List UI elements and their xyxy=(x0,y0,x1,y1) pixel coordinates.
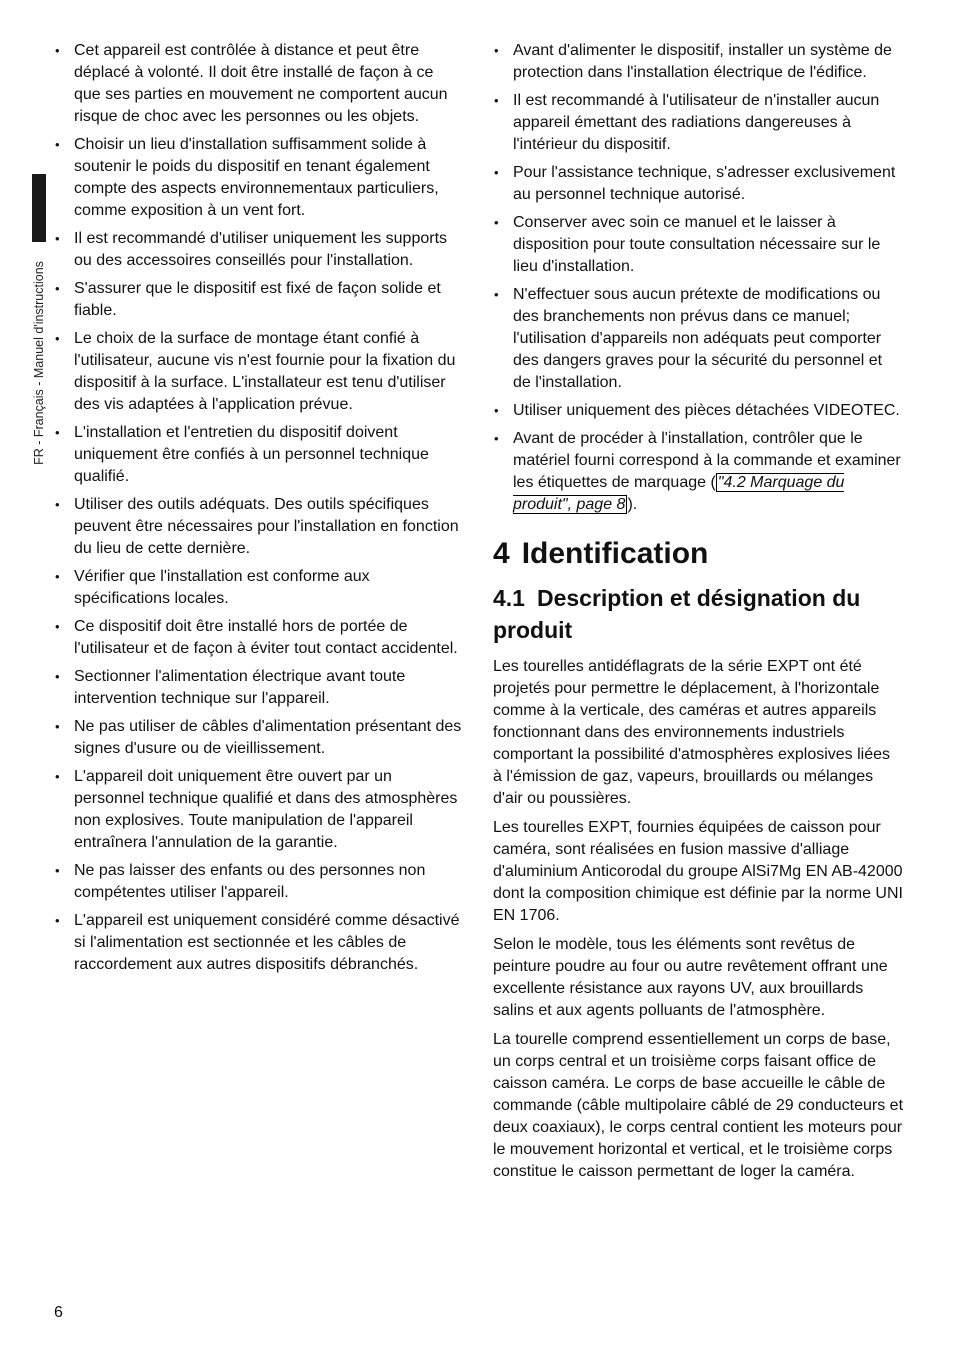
list-item: • Pour l'assistance technique, s'adresser exclusivement au personnel technique autorisé. xyxy=(493,162,903,206)
paragraph: Les tourelles EXPT, fournies équipées de caisson pour caméra, sont réalisées en fusion massive d'alliage d'aluminium Anticorodal du groupe AlSi7Mg EN AB-42000 dont la composition chimique est définie par la norme UNI EN 1706. xyxy=(493,819,903,924)
list-item: • Sectionner l'alimentation électrique avant toute intervention technique sur l'appareil. xyxy=(54,666,464,710)
list-item: • Conserver avec soin ce manuel et le laisser à disposition pour toute consultation nécessaire sur le lieu d'installation. xyxy=(493,212,903,278)
right-column xyxy=(493,40,903,1190)
list-item: • Avant d'alimenter le dispositif, installer un système de protection dans l'installation électrique de l'édifice. xyxy=(493,40,903,84)
list-item: • Utiliser des outils adéquats. Des outils spécifiques peuvent être nécessaires pour l'installation en fonction du lieu de cette dernière. xyxy=(54,494,464,560)
paragraph: Selon le modèle, tous les éléments sont revêtus de peinture poudre au four ou autre revêtement offrant une excellente résistance aux rayons UV, aux brouillards salins et aux agents polluants de l'atmosphère. xyxy=(493,936,888,1019)
list-item: • Le choix de la surface de montage étant confié à l'utilisateur, aucune vis n'est fournie pour la fixation du dispositif à la surface. L'installateur est tenu d'utiliser des vis adaptées à l'application prévue. xyxy=(54,328,464,416)
list-item-suffix: ). xyxy=(627,496,638,513)
body-text xyxy=(493,656,903,1183)
safety-bullet-list-left xyxy=(54,40,464,976)
section-number: 4 xyxy=(493,537,510,570)
page-number: 6 xyxy=(54,1304,63,1321)
list-item: • L'appareil est uniquement considéré comme désactivé si l'alimentation est sectionnée et les câbles de raccordement aux autres dispositifs débranchés. xyxy=(54,910,464,976)
list-item: • S'assurer que le dispositif est fixé de façon solide et fiable. xyxy=(54,278,464,322)
list-item: • Ce dispositif doit être installé hors de portée de l'utilisateur et de façon à éviter tout contact accidentel. xyxy=(54,616,464,660)
list-item: • Il est recommandé à l'utilisateur de n'installer aucun appareil émettant des radiations dangereuses à l'intérieur du dispositif. xyxy=(493,90,903,156)
list-item: • L'installation et l'entretien du dispositif doivent uniquement être confiés à un personnel technique qualifié. xyxy=(54,422,464,488)
list-item: • L'appareil doit uniquement être ouvert par un personnel technique qualifié et dans des atmosphères non explosives. Toute manipulation de l'appareil entraînera l'annulation de la garantie. xyxy=(54,766,464,854)
paragraph: La tourelle comprend essentiellement un corps de base, un corps central et un troisième corps faisant office de caisson caméra. Le corps de base accueille le câble de commande (câble multipolaire câblé de 29 conducteurs et deux coaxiaux), le corps central contient les moteurs pour le mouvement horizontal et vertical, et le troisième corps constitue le caisson permettant de loger la caméra. xyxy=(493,1031,904,1180)
list-item-text: Avant de procéder à l'installation, contrôler que le matériel fourni correspond à la commande et examiner les étiquettes de marquage ( xyxy=(513,430,901,491)
list-item: • Ne pas laisser des enfants ou des personnes non compétentes utiliser l'appareil. xyxy=(54,860,464,904)
list-item: • Ne pas utiliser de câbles d'alimentation présentant des signes d'usure ou de vieillissement. xyxy=(54,716,464,760)
list-item: • Utiliser uniquement des pièces détachées VIDEOTEC. xyxy=(493,400,903,422)
list-item: • Cet appareil est contrôlée à distance et peut être déplacé à volonté. Il doit être installé de façon à ce que ses parties en mouvement ne comportent aucun risque de choc avec les personnes ou les objets. xyxy=(54,40,464,128)
subsection-number: 4.1 xyxy=(493,585,525,611)
list-item: • N'effectuer sous aucun prétexte de modifications ou des branchements non prévus dans ce manuel; l'utilisation d'appareils non adéquats peut comporter des dangers graves pour la sécurité du personnel et de l'installation. xyxy=(493,284,903,394)
list-item: • Vérifier que l'installation est conforme aux spécifications locales. xyxy=(54,566,464,610)
list-item xyxy=(493,428,903,516)
subsection-heading xyxy=(493,582,903,646)
cross-reference-link[interactable]: "4.2 Marquage du produit", page 8 xyxy=(513,474,845,513)
list-item: • Choisir un lieu d'installation suffisamment solide à soutenir le poids du dispositif en tenant également compte des aspects environnementaux particuliers, comme exposition à un vent fort. xyxy=(54,134,464,222)
list-item: • Il est recommandé d'utiliser uniquement les supports ou des accessoires conseillés pour l'installation. xyxy=(54,228,464,272)
paragraph: Les tourelles antidéflagrats de la série EXPT ont été projetés pour permettre le déplacement, à l'horizontale comme à la verticale, des caméras et autres appareils fonctionnant dans des environnements industriels comportant la possibilité d'atmosphères explosives liées à l'émission de gaz, vapeurs, brouillards ou mélanges d'air ou poussières. xyxy=(493,658,891,807)
safety-bullet-list-right xyxy=(493,40,903,516)
sidebar-tab-marker xyxy=(32,174,46,242)
section-title: Identification xyxy=(521,537,709,570)
left-column xyxy=(54,40,464,982)
sidebar-language-label: FR - Français - Manuel d'instructions xyxy=(32,261,46,465)
section-heading xyxy=(493,536,903,572)
subsection-title: Description et désignation du produit xyxy=(493,585,861,643)
